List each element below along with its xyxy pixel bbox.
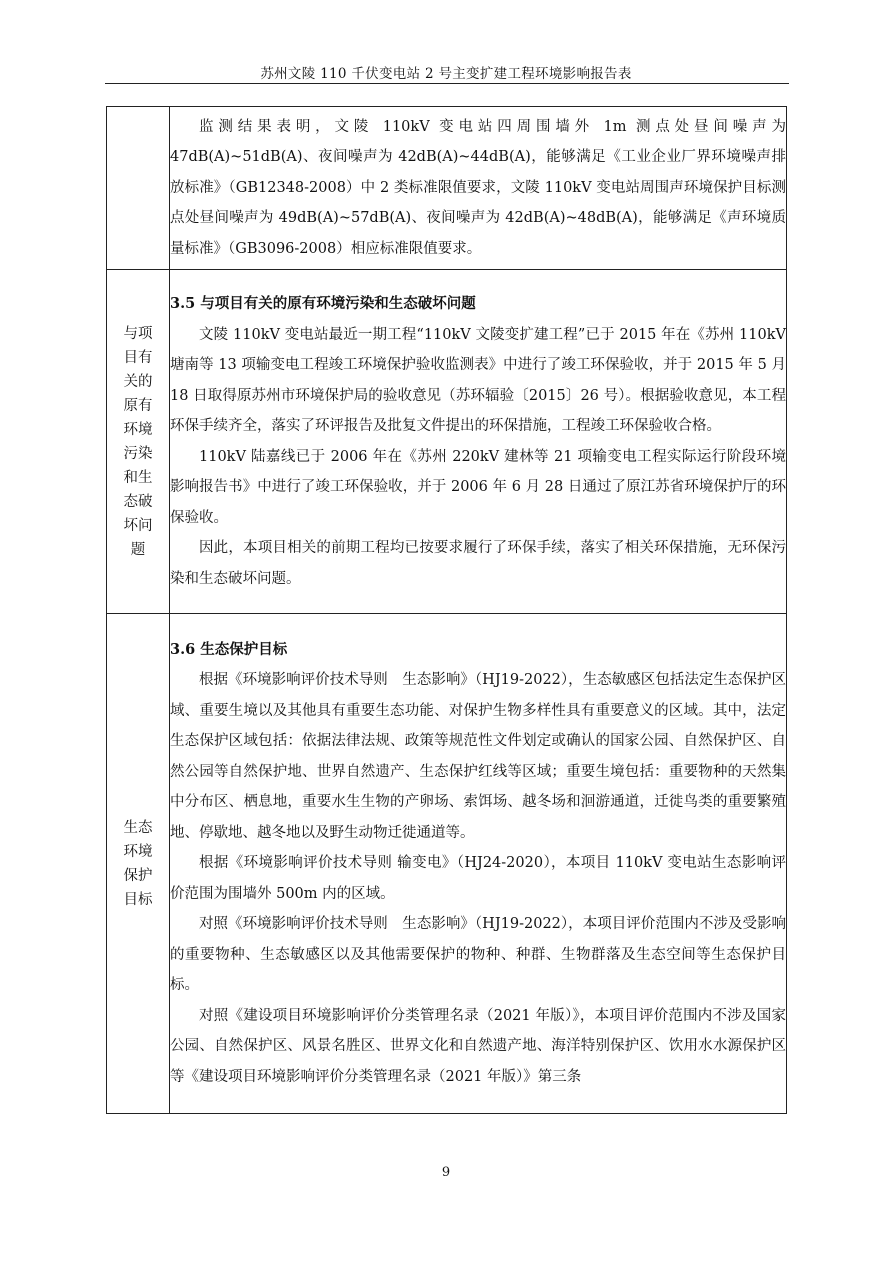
row-label-empty: [107, 107, 170, 270]
header-rule: [105, 83, 789, 84]
document-header: 苏州文陵 110 千伏变电站 2 号主变扩建工程环境影响报告表: [260, 66, 632, 82]
page-number: 9: [441, 1165, 451, 1180]
table-row: [107, 107, 787, 270]
paragraph: 根据《环境影响评价技术导则 生态影响》（HJ19-2022），生态敏感区包括法定生态保护区域、重要生境以及其他具有重要生态功能、对保护生物多样性具有重要意义的区域。其中，法定生态保护区域包括：依据法律法规、政策等规范性文件划定或确认的国家公园、自然保护区、自然公园等自然保护地、世界自然遗产、生态保护红线等区域；重要生境包括：重要物种的天然集中分布区、栖息地，重要水生生物的产卵场、索饵场、越冬场和洄游通道，迁徙鸟类的重要繁殖地、停歇地、越冬地以及野生动物迁徙通道等。: [170, 672, 786, 841]
row-content-noise: [170, 107, 787, 270]
paragraph: 对照《建设项目环境影响评价分类管理名录（2021 年版）》，本项目评价范围内不涉及国家公园、自然保护区、风景名胜区、世界文化和自然遗产地、海洋特别保护区、饮用水水源保护区等《建设项目环境影响评价分类管理名录（2021 年版）》第三条: [170, 1007, 786, 1085]
paragraph: 110kV 陆嘉线已于 2006 年在《苏州 220kV 建林等 21 项输变电工程实际运行阶段环境影响报告书》中进行了竣工环保验收，并于 2006 年 6 月 28 日通过了原江苏省环境保护厅的环保验收。: [170, 448, 786, 526]
table-row: [107, 614, 787, 1114]
row-label-text: 与项目有关的原有环境污染和生态破坏问题: [123, 325, 153, 558]
paragraph: 对照《环境影响评价技术导则 生态影响》（HJ19-2022），本项目评价范围内不涉及受影响的重要物种、生态敏感区以及其他需要保护的物种、种群、生物群落及生态空间等生态保护目标。: [170, 916, 786, 994]
paragraph: 文陵 110kV 变电站最近一期工程“110kV 文陵变扩建工程”已于 2015 年在《苏州 110kV 塘南等 13 项输变电工程竣工环境保护验收监测表》中进行了竣工环保验收，并于 2015 年 5 月 18 日取得原苏州市环境保护局的验收意见（苏环辐验〔2015〕26 号）。根据验收意见，本工程环保手续齐全，落实了环评报告及批复文件提出的环保措施，工程竣工环保验收合格。: [170, 326, 786, 434]
row-label-existing-issues: [107, 270, 170, 614]
row-label-text: 生态环境保护目标: [123, 819, 153, 908]
section-heading: 3.6 生态保护目标: [170, 640, 288, 658]
row-content-eco-targets: [170, 614, 787, 1114]
paragraph: 监测结果表明，文陵 110kV 变电站四周围墙外 1m 测点处昼间噪声为 47dB(A)~51dB(A)、夜间噪声为 42dB(A)~44dB(A)，能够满足《工业企业厂界环境噪声排放标准》（GB12348-2008）中 2 类标准限值要求，文陵 110kV 变电站周围声环境保护目标测点处昼间噪声为 49dB(A)~57dB(A)、夜间噪声为 42dB(A)~48dB(A)，能够满足《声环境质量标准》（GB3096-2008）相应标准限值要求。: [170, 118, 786, 257]
row-content-existing-issues: [170, 270, 787, 614]
content-table: [106, 106, 787, 1114]
row-label-eco-targets: [107, 614, 170, 1114]
paragraph: 根据《环境影响评价技术导则 输变电》（HJ24-2020），本项目 110kV 变电站生态影响评价范围为围墙外 500m 内的区域。: [170, 855, 786, 902]
section-heading: 3.5 与项目有关的原有环境污染和生态破坏问题: [170, 295, 476, 312]
table-row: [107, 270, 787, 614]
paragraph: 因此，本项目相关的前期工程均已按要求履行了环保手续，落实了相关环保措施，无环保污染和生态破坏问题。: [170, 540, 786, 587]
